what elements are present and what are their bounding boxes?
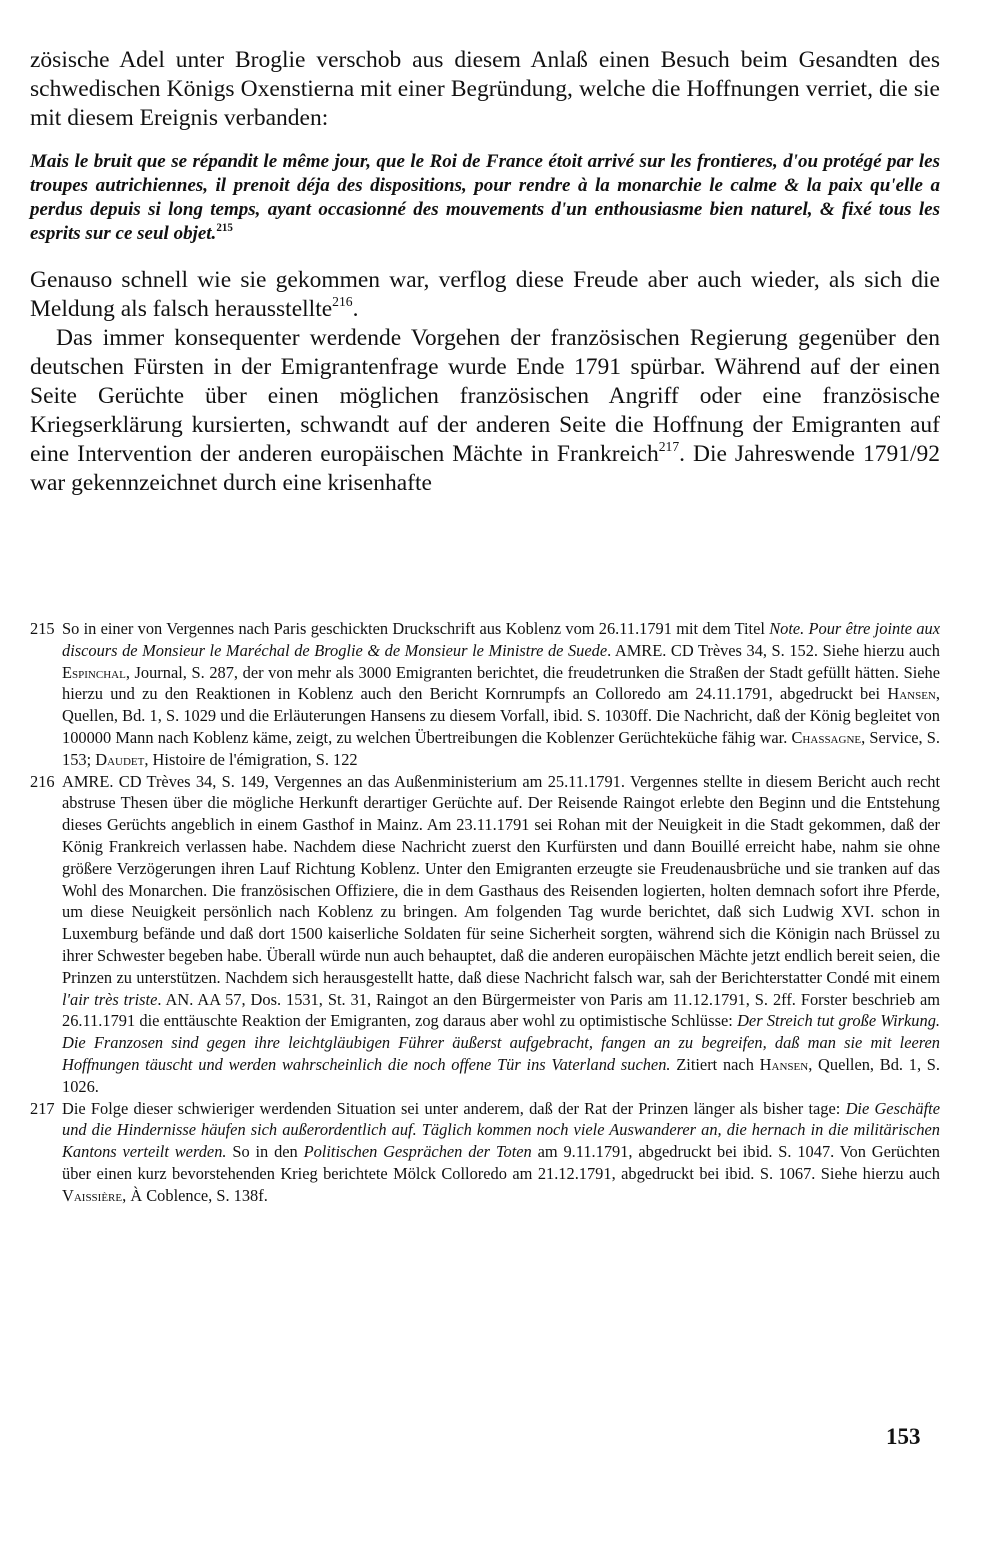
page-number: 153	[886, 1424, 921, 1449]
fn217-e: am 9.11.1791, abgedruckt bei ibid. S. 1047. Von Gerüchten über einen kurz bevorstehenden Krieg berichtete Mölck Colloredo am 21.12.1791, abgedruckt bei ibid. S. 1067. Siehe hierzu auch	[62, 1142, 940, 1183]
fn217-a: Die Folge dieser schwieriger werdenden Situation sei unter anderem, daß der Rat der Prinzen länger als bisher tage:	[62, 1098, 846, 1118]
footnote-text	[62, 771, 940, 1098]
fn216-forster-quote: Der Streich tut große Wirkung. Die Franzosen sind gegen ihre leichtgläubigen Führer äußerst aufgebracht, fangen an zu begreifen, daß man sie mit leeren Hoffnungen täuscht und werden wahrscheinlich die noch offene Tür ins Vaterland suchen.	[62, 1011, 940, 1074]
fn216-e: Zitiert nach	[670, 1054, 760, 1074]
paragraph-3-end: . Die Jahreswende 1791/92 war gekennzeichnet durch eine krisenhafte	[30, 441, 940, 496]
footnote-ref-216: 216	[332, 293, 353, 309]
paragraph-2-text: Genauso schnell wie sie gekommen war, verflog diese Freude aber auch wieder, als sich die Meldung als falsch herausstellte	[30, 267, 940, 322]
quote-text: Mais le bruit que se répandit le même jour, que le Roi de France étoit arrivé sur les frontieres, d'ou protégé par les troupes autrichiennes, il prenoit déja des dispositions, pour rendre à la monarchie le calme & la paix qu'elle a perdus depuis si long temps, ayant occasionné des mouvements d'un enthousiasme bien naturel, & fixé tous les esprits sur ce seul objet.	[30, 151, 940, 244]
paragraph-3-text: Das immer konsequenter werdende Vorgehen der französischen Regierung gegenüber den deutschen Fürsten in der Emigrantenfrage wurde Ende 1791 spürbar. Während auf der einen Seite Gerüchte über einen möglichen französischen Angriff oder eine französische Kriegserklärung kursierten, schwandt auf der anderen Seite die Hoffnung der Emigranten auf eine Intervention der anderen europäischen Mächte in Frankreich	[30, 325, 940, 467]
paragraph-1-text: zösische Adel unter Broglie verschob aus diesem Anlaß einen Besuch beim Gesandten des schwedischen Königs Oxenstierna mit einer Begründung, welche die Hoffnungen verriet, die sie mit diesem Ereignis verbanden:	[30, 47, 940, 131]
main-text	[30, 46, 940, 498]
footnote-number: 216	[30, 771, 55, 791]
fn215-i: , Service, S. 153;	[62, 727, 940, 769]
footnote-text	[62, 618, 940, 771]
footnote-number: 215	[30, 619, 55, 638]
fn215-a: So in einer von Vergennes nach Paris geschickten Druckschrift aus Koblenz vom 26.11.1791 mit dem Titel	[62, 619, 770, 638]
paragraph-2-end: .	[352, 296, 359, 322]
footnote-216	[30, 771, 940, 1098]
french-quote	[30, 150, 940, 246]
fn215-title: Note. Pour être jointe aux discours de Monsieur le Maréchal de Broglie & de Monsieur le Ministre de Suede	[62, 619, 940, 660]
fn216-c: . AN. AA 57, Dos. 1531, St. 31, Raingot an den Bürgermeister von Paris am 11.12.1791, S. 2ff. Forster beschrieb am 26.11.1791 die enttäuschte Reaktion der Emigranten, zog daraus aber wohl zu optimistische Schlüsse:	[62, 989, 940, 1031]
fn215-author-hansen: Hansen	[887, 684, 936, 704]
fn215-author-daudet: Daudet	[95, 749, 145, 769]
footnote-ref-215: 215	[216, 221, 233, 234]
fn215-k: , Histoire de l'émigration, S. 122	[144, 749, 358, 769]
fn217-c: So in den	[226, 1142, 304, 1162]
footnotes	[30, 618, 940, 1207]
footnote-215	[30, 618, 940, 771]
footnote-217	[30, 1098, 940, 1207]
paragraph-3	[30, 324, 940, 498]
paragraph-1	[30, 46, 940, 133]
fn216-author-hansen: Hansen	[759, 1054, 809, 1074]
footnote-text	[62, 1098, 940, 1207]
paragraph-2	[30, 266, 940, 324]
fn216-g: , Quellen, Bd. 1, S. 1026.	[62, 1054, 941, 1096]
fn215-e: , Journal, S. 287, der von mehr als 3000 Emigranten berichtet, die freudetrunken die Straßen der Stadt gefüllt hätten. Siehe hierzu und zu den Reaktionen in Koblenz auch den Bericht Kornrumpfs an Colloredo am 24.11.1791, abgedruckt bei	[62, 662, 940, 704]
footnote-ref-217: 217	[658, 438, 680, 454]
fn217-source-title: Politischen Gesprächen der Toten	[303, 1142, 532, 1162]
fn215-author-espinchal: Espinchal	[62, 662, 126, 682]
fn216-italic-phrase: l'air très triste	[62, 989, 158, 1009]
fn215-g: , Quellen, Bd. 1, S. 1029 und die Erläuterungen Hansens zu diesem Vorfall, ibid. S. 1030ff. Die Nachricht, daß der König begleitet von 100000 Mann nach Koblenz käme, zeigt, zu welchen Übertreibungen die Koblenzer Gerüchteküche fähig war.	[62, 684, 940, 747]
fn217-g: , À Coblence, S. 138f.	[122, 1185, 268, 1205]
fn215-author-chassagne: Chassagne	[791, 727, 862, 747]
fn216-a: AMRE. CD Trèves 34, S. 149, Vergennes an das Außenministerium am 25.11.1791. Vergennes stellte in diesem Bericht auch recht abstruse Thesen über die mögliche Herkunft derartiger Gerüchte auf. Der Reisende Raingot erlebte den Beginn und die Entstehung dieses Gerüchts angeblich in einem Gasthof in Mainz. Am 23.11.1791 sei Rohan mit der Neuigkeit in die Stadt gekommen, daß der König Frankreich verlassen habe. Nachdem diese Nachricht zuerst den Kurfürsten und dann Bouillé erreicht habe, nahm sie ohne größere Verzögerungen ihren Lauf Richtung Koblenz. Unter den Emigranten erzeugte sie Freudenausbrüche und sie tranken auf das Wohl des Monarchen. Die französischen Offiziere, die in dem Gasthaus des Reisenden logierten, holten demnach sofort ihre Pferde, um diese Neuigkeit persönlich nach Koblenz zu bringen. Am folgenden Tag wurde berichtet, daß sich Ludwig XVI. schon in Luxemburg befände und daß dort 1500 kaiserliche Soldaten für seine Sicherheit sorgten, während sich die Königin nach Brüssel zu ihrer Schwester begeben habe. Überall würde nun auch behauptet, daß die anderen europäischen Mächte jetzt endlich bereit seien, die Prinzen zu unterstützen. Nachdem sich herausgestellt hatte, daß diese Nachricht falsch war, sah der Berichterstatter Condé mit einem	[62, 771, 940, 987]
fn217-quote: Die Geschäfte und die Hindernisse häufen sich außerordentlich auf. Täglich kommen noch viele Auswanderer an, die hernach in die militärischen Kantons verteilt werden.	[62, 1098, 940, 1162]
fn217-author-vaissiere: Vaissière	[62, 1185, 123, 1205]
fn215-c: . AMRE. CD Trèves 34, S. 152. Siehe hierzu auch	[607, 640, 940, 660]
footnote-number: 217	[30, 1098, 55, 1118]
